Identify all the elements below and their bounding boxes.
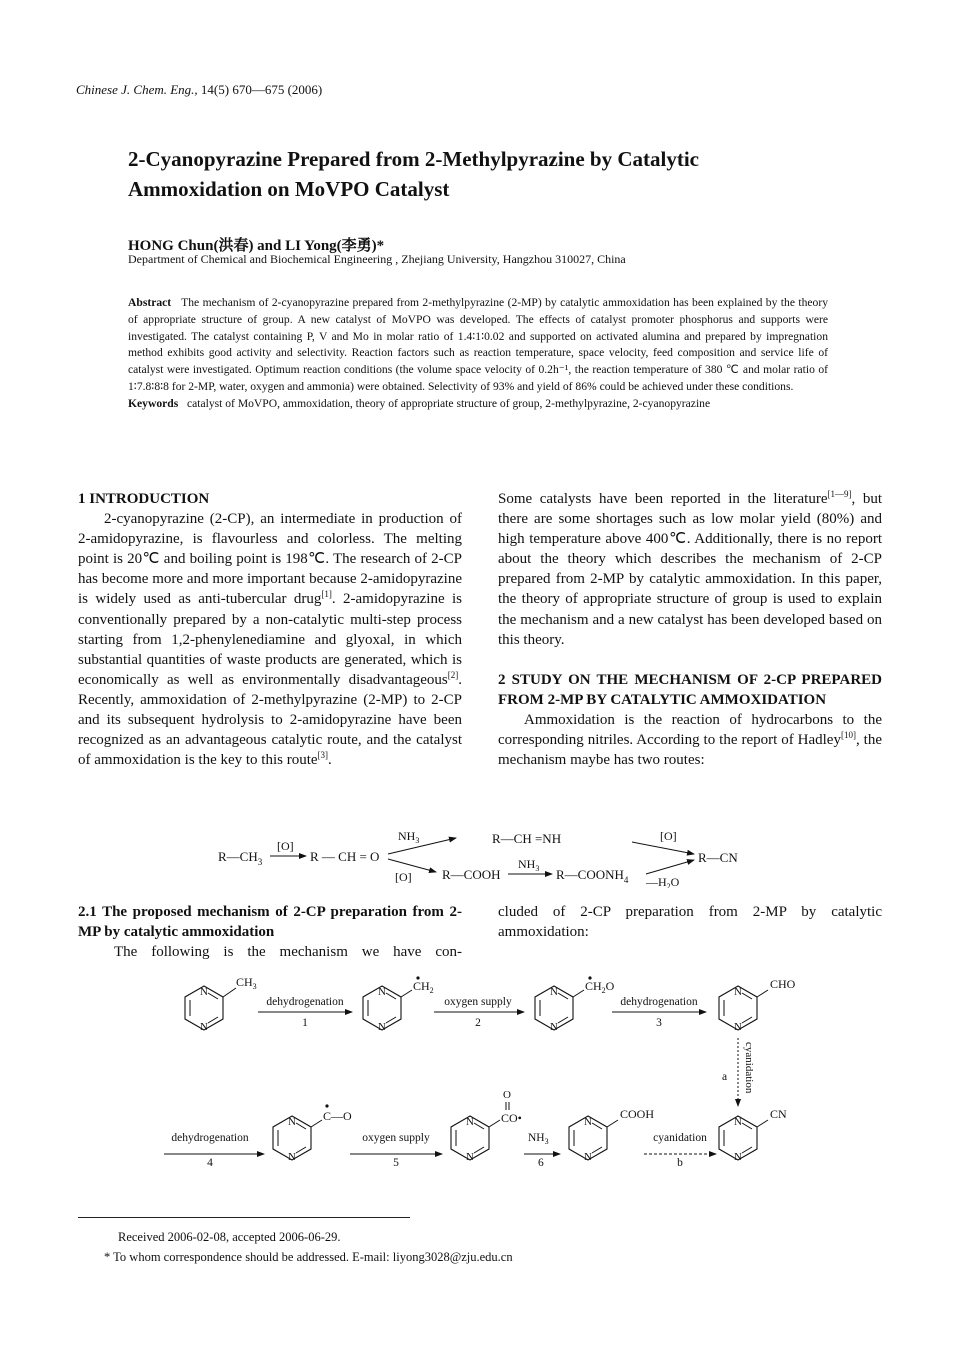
subsection-text-start: The following is the mechanism we have con- <box>114 944 462 960</box>
scheme1-r-ch-o: R — CH = O <box>310 849 380 864</box>
step-3-label: dehydrogenation <box>620 996 698 1008</box>
svg-text:C—O: C—O <box>323 1109 352 1123</box>
svg-text:COOH: COOH <box>620 1107 655 1121</box>
ring-2-methylpyrazine <box>185 975 257 1033</box>
step-2-number: 2 <box>475 1017 481 1029</box>
svg-text:CHO: CHO <box>770 977 796 991</box>
received-date: Received 2006-02-08, accepted 2006-06-29. <box>118 1230 341 1244</box>
svg-text:O: O <box>503 1089 511 1101</box>
left-column <box>78 489 462 770</box>
authors: HONG Chun(洪春) and LI Yong(李勇)* <box>128 238 385 254</box>
ammoxidation-routes-scheme <box>200 826 760 888</box>
svg-text:N: N <box>584 1151 592 1163</box>
scheme1-r-cooh: R—COOH <box>442 867 501 882</box>
scheme1-arrow-3 <box>632 842 694 854</box>
scheme1-h2o-label: $—H_2O$ <box>646 875 680 888</box>
scheme1-o-label-3: [O] <box>660 829 677 843</box>
ring-carboxyl-radical <box>451 1089 522 1163</box>
footnote-divider <box>78 1217 410 1218</box>
subsection-full-text <box>0 0 1 1</box>
abstract-text: The mechanism of 2-cyanopyrazine prepared from 2-methylpyrazine (2-MP) by catalytic ammoxidation has been explained by the theory of appropriate structure of group. A new catalyst of MoVPO was developed. The effects of catalyst promoter phosphorus and supports were investigated. The catalyst containing P, V and Mo in molar ratio of 1.4∶1∶0.02 and supported on activated alumina and prepared by impregnation method exhibits good activity and selectivity. Reaction factors such as reaction temperature, space velocity, feed composition and service life of catalyst were investigated. Optimum reaction conditions (the volume space velocity of 0.2h⁻¹, the reaction temperature of 380 ℃ and molar ratio of 1∶7.8∶8∶8 for 2-MP, water, oxygen and ammonia) were obtained. Selectivity of 93% and yield of 86% could be achieved under these conditions. <box>128 296 828 393</box>
subsection-2-1 <box>78 902 462 942</box>
step-6-label: $NH_3$ <box>528 1132 549 1146</box>
ring-pyrazinecarbaldehyde <box>719 977 796 1033</box>
scheme1-r-cn: R—CN <box>698 850 738 865</box>
svg-text:N: N <box>288 1116 296 1128</box>
svg-text:CH2: $CH_2$ <box>413 979 434 995</box>
ring-oxymethylene-radical <box>535 976 615 1033</box>
correspondence-note: * To whom correspondence should be addressed. E-mail: liyong3028@zju.edu.cn <box>104 1250 513 1264</box>
svg-text:CH2O: $CH_2O$ <box>585 979 615 995</box>
svg-text:N: N <box>734 1021 742 1033</box>
scheme1-nh3-label-2: $NH_3$ <box>518 857 540 873</box>
svg-text:N: N <box>466 1151 474 1163</box>
scheme1-r-coonh4: $R—COONH_4$ <box>556 867 629 885</box>
svg-text:N: N <box>550 986 558 998</box>
step-3-number: 3 <box>656 1017 662 1029</box>
scheme1-arrow-4 <box>646 860 694 874</box>
step-4-label: dehydrogenation <box>171 1132 249 1144</box>
ring-acyl-radical <box>273 1104 352 1163</box>
mechanism-scheme <box>160 968 810 1173</box>
svg-text:N: N <box>734 986 742 998</box>
cyanidation-a-letter: a <box>722 1071 728 1083</box>
keywords-label: Keywords <box>128 396 179 410</box>
step-6-number: 6 <box>538 1157 544 1169</box>
step-1-label: dehydrogenation <box>266 996 344 1008</box>
scheme1-o-label-1: [O] <box>277 839 294 853</box>
scheme1-nh3-label-1: $NH_3$ <box>398 829 420 845</box>
right-column <box>498 489 882 770</box>
paper-title: 2-Cyanopyrazine Prepared from 2-Methylpyrazine by Catalytic Ammoxidation on MoVPO Catalyst <box>128 147 699 201</box>
svg-text:N: N <box>378 1021 386 1033</box>
svg-text:N: N <box>550 1021 558 1033</box>
svg-text:N: N <box>288 1151 296 1163</box>
intro-heading: 1 INTRODUCTION <box>78 491 210 507</box>
svg-text:N: N <box>734 1116 742 1128</box>
abstract <box>128 295 828 413</box>
intro-paragraph: 2-cyanopyrazine (2-CP), an intermediate in production of 2-amidopyrazine, is flavourless and colorless. The melting point is 20℃ and boiling point is 198℃. The research of 2-CP has become more and more important because 2-amidopyrazine is widely used as anti-tubercular drug[1]. 2-amidopyrazine is conventionally prepared by a non-catalytic multi-step process starting from 1,2-phenylenediamine and glyoxal, in which substantial quantities of waste products are generated, which is economically as well as environmentally disadvantageous[2]. Recently, ammoxidation of 2-methylpyrazine (2-MP) to 2-CP and its subsequent hydrolysis to 2-amidopyrazine have been recognized as an advantageous catalytic route, and the catalyst of ammoxidation is the key to this route[3]. <box>78 511 462 769</box>
step-5-number: 5 <box>393 1157 399 1169</box>
ring-methylene-radical <box>363 976 434 1033</box>
subsection-text-cont: cluded of 2-CP preparation from 2-MP by catalytic ammoxidation: <box>498 904 882 941</box>
step-1-number: 1 <box>302 1017 308 1029</box>
svg-text:CO•: CO• <box>501 1111 522 1125</box>
section2-paragraph: Ammoxidation is the reaction of hydrocarbons to the corresponding nitriles. According to the report of Hadley[10], the mechanism maybe has two routes: <box>498 711 882 769</box>
keywords-text: catalyst of MoVPO, ammoxidation, theory of appropriate structure of group, 2-methylpyrazine, 2-cyanopyrazine <box>186 396 711 410</box>
svg-text:CN: CN <box>770 1107 787 1121</box>
abstract-label: Abstract <box>128 296 172 309</box>
scheme1-o-label-2: [O] <box>395 870 412 884</box>
ring-2-cyanopyrazine <box>719 1107 787 1163</box>
svg-text:N: N <box>200 1021 208 1033</box>
cyanidation-b-letter: b <box>677 1157 683 1169</box>
step-4-number: 4 <box>207 1157 213 1169</box>
cyanidation-b-label: cyanidation <box>653 1132 707 1144</box>
svg-text:N: N <box>200 986 208 998</box>
svg-text:CH3: $CH_3$ <box>236 975 257 991</box>
svg-text:N: N <box>584 1116 592 1128</box>
scheme1-r-ch-nh: R—CH =NH <box>492 831 562 846</box>
journal-citation: Chinese J. Chem. Eng., 14(5) 670—675 (2006) <box>76 82 323 97</box>
step-5-label: oxygen supply <box>362 1132 430 1144</box>
cyanidation-a-label: cyanidation <box>743 1042 755 1094</box>
svg-text:N: N <box>466 1116 474 1128</box>
svg-text:N: N <box>734 1151 742 1163</box>
subsection-heading: 2.1 The proposed mechanism of 2-CP preparation from 2-MP by catalytic ammoxidation <box>78 904 462 941</box>
scheme1-r-ch3: $R—CH_3$ <box>218 849 263 867</box>
affiliation: Department of Chemical and Biochemical Engineering , Zhejiang University, Hangzhou 310027, China <box>128 252 626 266</box>
svg-text:N: N <box>378 986 386 998</box>
ring-pyrazinecarboxylic-acid <box>569 1107 654 1163</box>
literature-paragraph: Some catalysts have been reported in the literature[1—9], but there are some shortages such as low molar yield (80%) and high temperature above 400℃. Additionally, there is no report about the theory which describes the mechanism of 2-CP prepared from 2-MP by catalytic ammoxidation. In this paper, the theory of appropriate structure of group is used to explain the mechanism and a new catalyst has been developed based on this theory. <box>498 489 882 648</box>
step-2-label: oxygen supply <box>444 996 512 1008</box>
section2-heading: 2 STUDY ON THE MECHANISM OF 2-CP PREPARED FROM 2-MP BY CATALYTIC AMMOXIDATION <box>498 671 882 708</box>
